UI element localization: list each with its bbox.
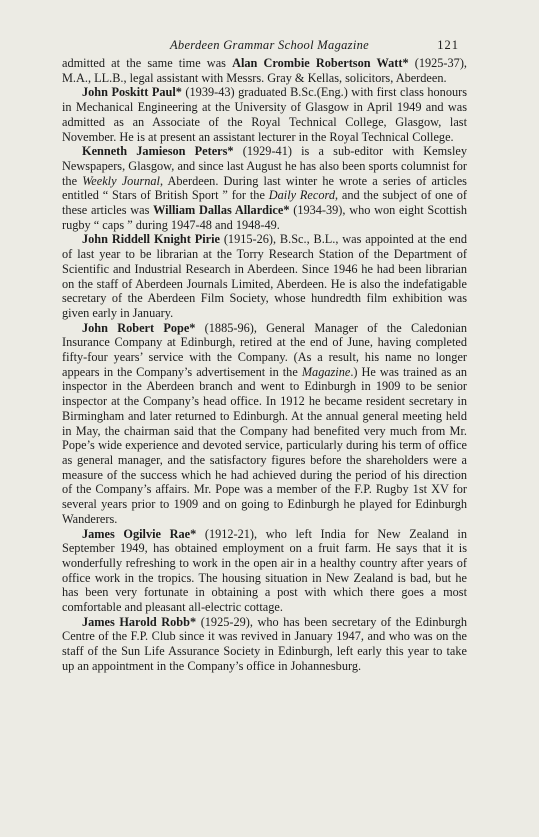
- person-name: John Poskitt Paul*: [82, 85, 182, 100]
- publication-title: Daily Record: [268, 188, 335, 203]
- publication-title: Magazine: [301, 364, 351, 379]
- person-name: John Riddell Knight Pirie: [82, 232, 220, 247]
- paragraph: [62, 615, 467, 674]
- paragraph-text: (1939-43) graduated B.Sc.(Eng.) with first class honours in Mechanical Engineering at the University of Glasgow in April 1949 and was admitted as an Associate of the Royal Technical College, Glasgow, last November. He is at present an assistant lecturer in the Royal Technical College.: [62, 85, 468, 144]
- article-body: [62, 56, 467, 674]
- paragraph-text: admitted at the same time was: [62, 56, 233, 70]
- person-name: Kenneth Jamieson Peters*: [82, 144, 234, 159]
- person-name: James Harold Robb*: [82, 614, 197, 629]
- page-number: 121: [437, 38, 459, 52]
- person-name: John Robert Pope*: [82, 320, 196, 335]
- paragraph: [62, 56, 467, 85]
- paragraph: [62, 321, 467, 527]
- paragraph: [62, 527, 467, 615]
- paragraph-text: (1929-41) is a sub-editor with Kemsley Newspapers, Glasgow, and since last August he has also been sports columnist for the: [62, 144, 467, 188]
- paragraph-text: (1885-96), General Manager of the Caledonian Insurance Company at Edinburgh, retired at the end of June, having completed fifty-four years’ service with the Company. (As a result, his name no longer appears in the Company’s advertisement in the: [62, 320, 467, 379]
- running-header: [0, 38, 539, 56]
- paragraph-text: (1925-37), M.A., LL.B., legal assistant with Messrs. Gray & Kellas, solicitors, Aberdeen.: [62, 56, 467, 85]
- person-name: William Dallas Allardice*: [153, 203, 290, 218]
- paragraph-text: (1934-39), who won eight Scottish rugby “ caps ” during 1947-48 and 1948-49.: [62, 203, 467, 232]
- paragraph-text: , Aberdeen. During last winter he wrote a series of articles entitled “ Stars of British Sport ” for the: [62, 173, 467, 203]
- running-title: Aberdeen Grammar School Magazine: [169, 38, 370, 52]
- paragraph-text: (1912-21), who left India for New Zealand in September 1949, has obtained employment on a fruit farm. He says that it is wonderfully refreshing to work in the open air in a healthy country after years of office work in the tropics. The housing situation in New Zealand is bad, but he has been very fortunate in obtaining a post with which there goes a most comfortable and pleasant all-electric cottage.: [62, 526, 467, 615]
- paragraph-text: , and the subject of one of these articles was: [62, 188, 467, 218]
- paragraph: [62, 144, 467, 232]
- paragraph-text: (1915-26), B.Sc., B.L., was appointed at the end of last year to be librarian at the Torry Research Station of the Department of Scientific and Industrial Research in Aberdeen. Since 1946 he had been librarian on the staff of Aberdeen Journals Limited, Aberdeen. He is also the indefatigable secretary of the Aberdeen Film Society, whose hundredth film exhibition was given early in January.: [62, 232, 467, 320]
- paragraph-text: .) He was trained as an inspector in the Aberdeen branch and went to Edinburgh in 1909 to be senior inspector at the Company’s head office. In 1912 he became resident secretary in Birmingham and later returned to Edinburgh. At the annual general meeting held in May, the chairman said that the Company had benefited very much from Mr. Pope’s wide experience and devoted service, particularly during his term of office as general manager, and the satisfactory figures before the shareholders were a measure of the success which he had achieved during the period of his direction of the Company’s affairs. Mr. Pope was a member of the F.P. Rugby 1st XV for several years prior to 1909 and on going to Edinburgh he played for Edinburgh Wanderers.: [62, 364, 467, 526]
- publication-title: Weekly Journal: [82, 173, 160, 188]
- paragraph: [62, 232, 467, 320]
- person-name: James Ogilvie Rae*: [82, 526, 197, 541]
- paragraph-text: (1925-29), who has been secretary of the Edinburgh Centre of the F.P. Club since it was revived in January 1947, and who was on the staff of the Sun Life Assurance Society in Edinburgh, left early this year to take up an appointment in the Company’s office in Johannesburg.: [62, 614, 467, 673]
- paragraph: [62, 85, 467, 144]
- person-name: Alan Crombie Robertson Watt*: [232, 56, 409, 70]
